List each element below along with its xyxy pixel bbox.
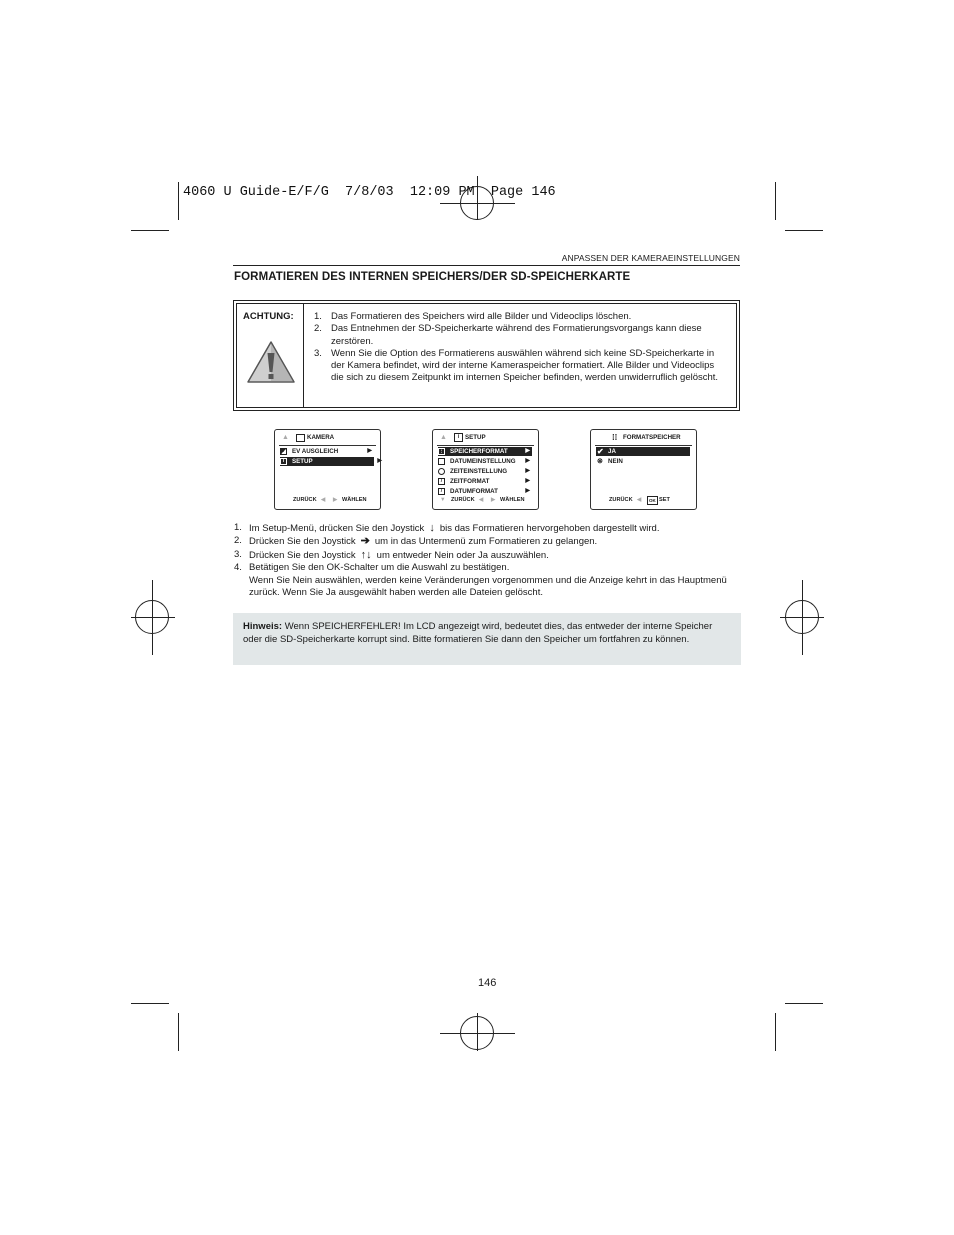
crop-mark xyxy=(178,1013,179,1051)
joystick-up-down-icon: ↑↓ xyxy=(360,548,372,561)
crop-mark xyxy=(785,230,823,231)
crop-mark xyxy=(178,182,179,220)
lcd-row: / ZEITFORMAT ▶ xyxy=(438,477,532,486)
note-box xyxy=(233,613,741,665)
right-arrow-icon: ▶ xyxy=(525,448,530,454)
instruction-steps xyxy=(234,522,744,599)
left-arrow-icon: ◀ xyxy=(479,497,484,503)
note-label: Hinweis: xyxy=(243,621,283,632)
memory-icon: ⋮ xyxy=(439,448,444,454)
cancel-icon: ⊗ xyxy=(597,458,603,465)
setup-icon: i xyxy=(280,458,287,465)
section-header: ANPASSEN DER KAMERAEINSTELLUNGEN xyxy=(561,253,740,263)
warning-item: 3. Wenn Sie die Option des Formatierens auswählen während sich keine SD-Speicherkarte in der Kamera befindet, wird der interne Kameraspeicher formatiert. Alle Bilder und Videoclips die sich zu diesem Zeitpunkt im internen Speicher befinden, werden unwiderruflich gelöscht. xyxy=(314,347,719,384)
warning-item: 1. Das Formatieren des Speichers wird alle Bilder und Videoclips löschen. xyxy=(314,311,632,322)
section-rule xyxy=(233,265,740,266)
lcd-row-selected: ✔ JA xyxy=(596,447,690,456)
camera-icon xyxy=(296,434,305,442)
right-arrow-icon: ▶ xyxy=(525,488,530,494)
lcd-screen-formatspeicher xyxy=(590,429,697,510)
lcd-select-label: WÄHLEN xyxy=(500,497,525,503)
lcd-row: DATUMEINSTELLUNG ▶ xyxy=(438,457,532,466)
right-arrow-icon: ▶ xyxy=(525,468,530,474)
step-item: 2. Drücken Sie den Joystick ➔ um in das Untermenü zum Formatieren zu gelangen. xyxy=(234,535,598,548)
right-arrow-icon: ▶ xyxy=(491,497,496,503)
step-item: 4. Betätigen Sie den OK-Schalter um die Auswahl zu bestätigen. Wenn Sie Nein auswählen, werden keine Veränderungen vorgenommen und die Anzeige kehrt in das Hauptmenü zurück. Wenn Sie Ja ausgewählt haben werden alle Dateien gelöscht. xyxy=(234,562,727,599)
setup-icon: i xyxy=(454,433,463,442)
lcd-screen-setup xyxy=(432,429,539,510)
step-item: 1. Im Setup-Menü, drücken Sie den Joystick ↓ bis das Formatieren hervorgehoben dargestellt wird. xyxy=(234,522,660,534)
joystick-down-icon: ↓ xyxy=(429,522,435,534)
lcd-back-label: ZURÜCK xyxy=(609,497,633,503)
lcd-back-label: ZURÜCK xyxy=(451,497,475,503)
print-slug-line: 4060 U Guide-E/F/G 7/8/03 12:09 PM Page 146 xyxy=(183,185,556,200)
step-item: 3. Drücken Sie den Joystick ↑↓ um entweder Nein oder Ja auszuwählen. xyxy=(234,548,549,561)
lcd-row: ⊗ NEIN xyxy=(597,458,623,465)
warning-triangle-icon xyxy=(246,340,296,384)
lcd-title: SETUP xyxy=(465,434,486,441)
crop-mark xyxy=(775,1013,776,1051)
right-arrow-icon: ▶ xyxy=(333,497,338,503)
clock-icon xyxy=(438,468,445,475)
lcd-set-label: SET xyxy=(659,497,670,503)
lcd-screen-kamera xyxy=(274,429,381,510)
right-arrow-icon: ▶ xyxy=(377,458,382,464)
memory-icon: ⁞⁞ xyxy=(612,433,618,442)
crop-mark xyxy=(785,1003,823,1004)
lcd-title: FORMATSPEICHER xyxy=(623,434,681,441)
crop-mark xyxy=(131,230,169,231)
ok-key-icon: OK xyxy=(649,498,656,503)
lcd-back-label: ZURÜCK xyxy=(293,497,317,503)
up-arrow-icon: ▲ xyxy=(440,434,447,441)
lcd-row: EV AUSGLEICH ▶ xyxy=(280,447,374,456)
page-number: 146 xyxy=(478,977,497,989)
lcd-row: ZEITEINSTELLUNG ▶ xyxy=(438,467,532,476)
page-title: FORMATIEREN DES INTERNEN SPEICHERS/DER SD-SPEICHERKARTE xyxy=(234,271,631,283)
date-format-icon: / xyxy=(438,488,445,495)
step-detail: Wenn Sie Nein auswählen, werden keine Veränderungen vorgenommen und die Anzeige kehrt in das Hauptmenü zurück. Wenn Sie Ja ausgewählt haben werden alle Dateien gelöscht. xyxy=(249,574,727,599)
time-format-icon: / xyxy=(438,478,445,485)
ev-icon xyxy=(280,448,287,455)
warning-list xyxy=(314,311,724,385)
lcd-row-selected: i SETUP ▶ xyxy=(280,457,374,466)
crop-mark xyxy=(131,1003,169,1004)
joystick-right-icon: ➔ xyxy=(360,535,370,548)
warning-label: ACHTUNG: xyxy=(243,311,294,322)
check-icon: ✔ xyxy=(597,447,604,456)
up-arrow-icon: ▲ xyxy=(282,434,289,441)
right-arrow-icon: ▶ xyxy=(525,458,530,464)
right-arrow-icon: ▶ xyxy=(367,448,372,454)
left-arrow-icon: ◀ xyxy=(637,497,642,503)
crop-mark xyxy=(775,182,776,220)
right-arrow-icon: ▶ xyxy=(525,478,530,484)
calendar-icon xyxy=(438,458,445,465)
down-arrow-icon: ▼ xyxy=(440,497,446,503)
note-text: Wenn SPEICHERFEHLER! Im LCD angezeigt wird, bedeutet dies, das entweder der interne Speicher oder die SD-Speicherkarte korrupt sind. Bitte formatieren Sie dann den Speicher um fortfahren zu können. xyxy=(243,621,713,645)
lcd-row-selected: ⋮ SPEICHERFORMAT ▶ xyxy=(439,448,530,455)
warning-item: 2. Das Entnehmen der SD-Speicherkarte während des Formatierungsvorgangs kann diese zerstören. xyxy=(314,323,702,347)
left-arrow-icon: ◀ xyxy=(321,497,326,503)
lcd-select-label: WÄHLEN xyxy=(342,497,367,503)
lcd-title: KAMERA xyxy=(307,434,335,441)
lcd-row: / DATUMFORMAT ▶ xyxy=(438,487,532,496)
